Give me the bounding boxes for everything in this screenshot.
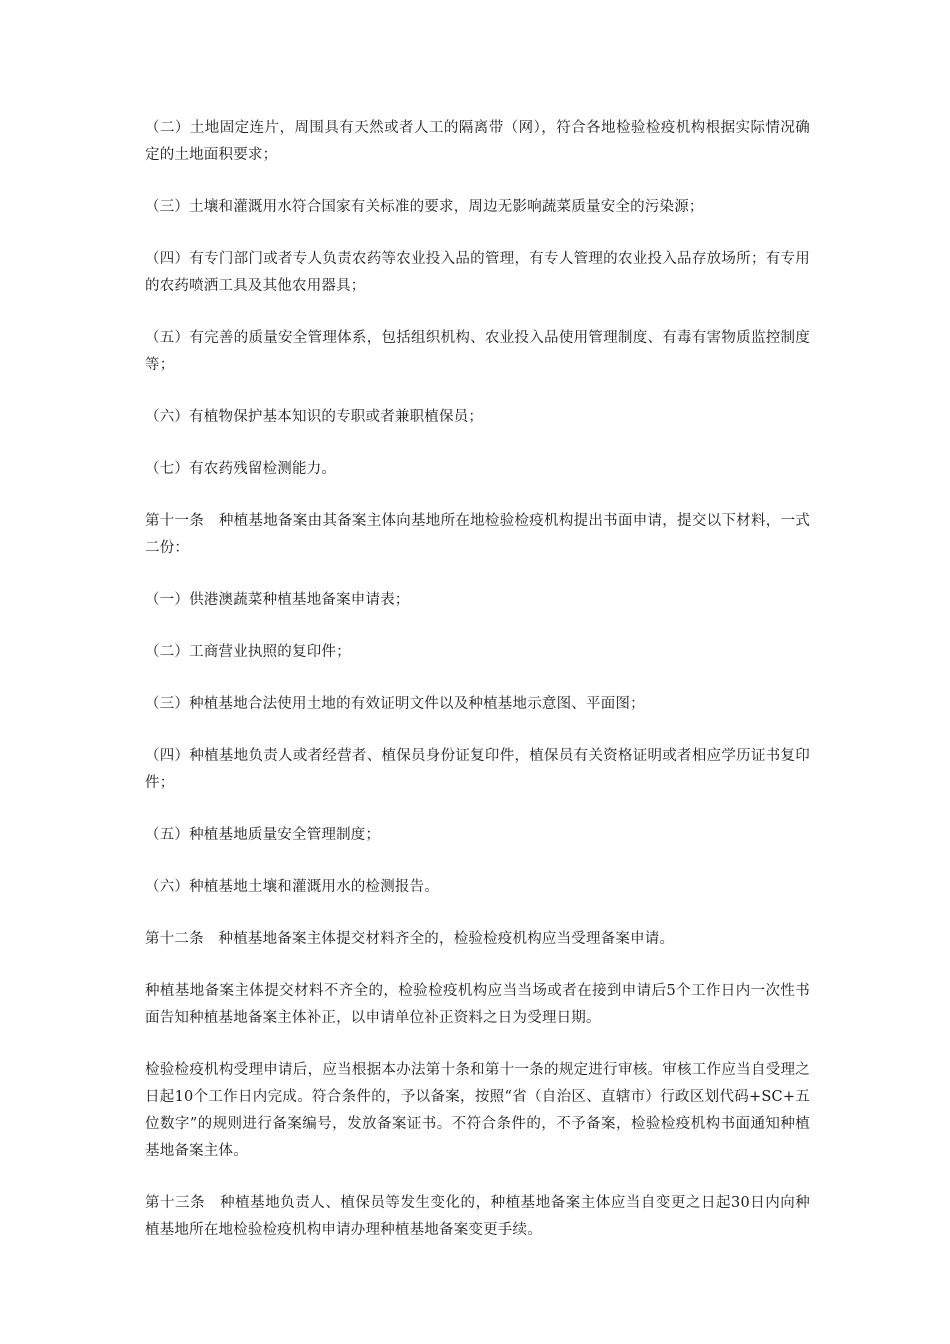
paragraph-item-6: （六）有植物保护基本知识的专职或者兼职植保员； bbox=[145, 409, 484, 425]
article-12-review: 检验检疫机构受理申请后，应当根据本办法第十条和第十一条的规定进行审核。审核工作应当自受理之日起10个工作日内完成。符合条件的，予以备案，按照“省（自治区、直辖市）行政区划代码+SC+五位数字”的规则进行备案编号，发放备案证书。不符合条件的，不予备案，检验检疫机构书面通知种植基地备案主体。 bbox=[145, 1062, 810, 1159]
paragraph-item-3: （三）土壤和灌溉用水符合国家有关标准的要求，周边无影响蔬菜质量安全的污染源； bbox=[145, 199, 704, 215]
paragraph-item-7: （七）有农药残留检测能力。 bbox=[145, 461, 337, 477]
material-item-4: （四）种植基地负责人或者经营者、植保员身份证复印件，植保员有关资格证明或者相应学历证书复印件； bbox=[145, 748, 810, 791]
article-13: 第十三条 种植基地负责人、植保员等发生变化的，种植基地备案主体应当自变更之日起30日内向种植基地所在地检验检疫机构申请办理种植基地备案变更手续。 bbox=[145, 1195, 810, 1238]
article-12: 第十二条 种植基地备案主体提交材料齐全的，检验检疫机构应当受理备案申请。 bbox=[145, 931, 675, 947]
article-12-incomplete: 种植基地备案主体提交材料不齐全的，检验检疫机构应当当场或者在接到申请后5个工作日内一次性书面告知种植基地备案主体补正，以申请单位补正资料之日为受理日期。 bbox=[145, 983, 810, 1026]
paragraph-item-5: （五）有完善的质量安全管理体系，包括组织机构、农业投入品使用管理制度、有毒有害物质监控制度等； bbox=[145, 330, 810, 373]
material-item-3: （三）种植基地合法使用土地的有效证明文件以及种植基地示意图、平面图； bbox=[145, 696, 645, 712]
material-item-5: （五）种植基地质量安全管理制度； bbox=[145, 827, 381, 843]
paragraph-item-2: （二）土地固定连片，周围具有天然或者人工的隔离带（网），符合各地检验检疫机构根据实际情况确定的土地面积要求； bbox=[145, 120, 810, 163]
paragraph-item-4: （四）有专门部门或者专人负责农药等农业投入品的管理，有专人管理的农业投入品存放场所；有专用的农药喷洒工具及其他农用器具； bbox=[145, 251, 810, 294]
material-item-6: （六）种植基地土壤和灌溉用水的检测报告。 bbox=[145, 879, 439, 895]
material-item-1: （一）供港澳蔬菜种植基地备案申请表； bbox=[145, 592, 410, 608]
article-11: 第十一条 种植基地备案由其备案主体向基地所在地检验检疫机构提出书面申请，提交以下材料，一式二份： bbox=[145, 513, 810, 556]
material-item-2: （二）工商营业执照的复印件； bbox=[145, 644, 351, 660]
document-body bbox=[145, 115, 810, 1269]
